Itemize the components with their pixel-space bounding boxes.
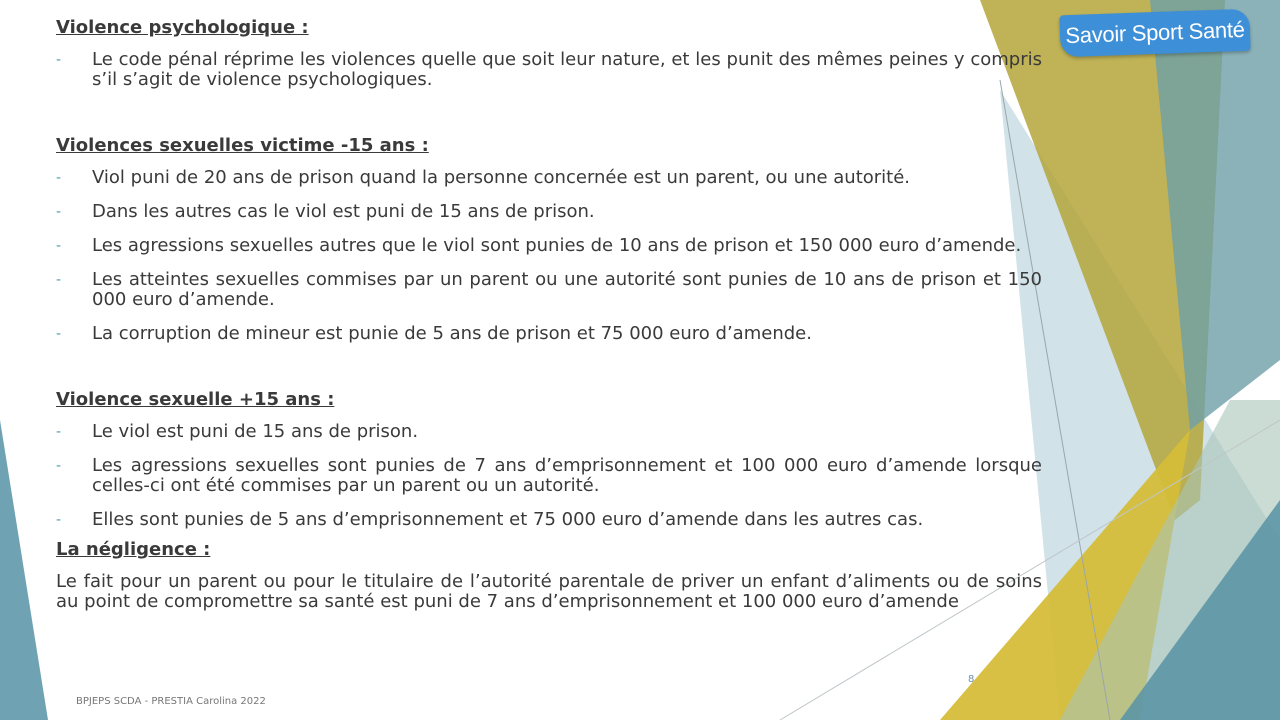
list-item bbox=[56, 50, 1042, 90]
item-text: Les agressions sexuelles autres que le viol sont punies de 10 ans de prison et 150 000 euro d’amende. bbox=[92, 235, 1022, 256]
list-item bbox=[56, 422, 1042, 442]
item-text: Viol puni de 20 ans de prison quand la personne concernée est un parent, ou une autorité. bbox=[92, 167, 911, 188]
bullet-dash: - bbox=[56, 326, 62, 342]
item-text: Les atteintes sexuelles commises par un parent ou une autorité sont punies de 10 ans de prison et 150 000 euro d’amende. bbox=[92, 269, 1042, 310]
item-text: Le viol est puni de 15 ans de prison. bbox=[92, 421, 419, 442]
list-item bbox=[56, 510, 1042, 530]
footer-text: BPJEPS SCDA - PRESTIA Carolina 2022 bbox=[76, 696, 266, 707]
list-psychological bbox=[56, 50, 1042, 90]
bullet-dash: - bbox=[56, 52, 62, 68]
bullet-dash: - bbox=[56, 170, 62, 186]
brand-logo: Savoir Sport Santé bbox=[1059, 9, 1250, 58]
page-number: 8 bbox=[968, 674, 975, 685]
bullet-dash: - bbox=[56, 204, 62, 220]
bullet-dash: - bbox=[56, 458, 62, 474]
neglect-paragraph: Le fait pour un parent ou pour le titulaire de l’autorité parentale de priver un enfant d’aliments ou de soins au point de compromettre sa santé est puni de 7 ans d’emprisonnement et 100 000 euro d’amende bbox=[56, 571, 1042, 612]
bullet-dash: - bbox=[56, 512, 62, 528]
item-text: Le code pénal réprime les violences quelle que soit leur nature, et les punit des mêmes peines y compris s’il s’agit de violence psychologiques. bbox=[92, 49, 1042, 90]
slide-content bbox=[56, 16, 1042, 612]
bullet-dash: - bbox=[56, 238, 62, 254]
list-over15 bbox=[56, 422, 1042, 530]
list-item bbox=[56, 456, 1042, 496]
heading-neglect: La négligence : bbox=[56, 539, 211, 560]
item-text: Elles sont punies de 5 ans d’emprisonnement et 75 000 euro d’amende dans les autres cas. bbox=[92, 509, 924, 530]
item-text: La corruption de mineur est punie de 5 ans de prison et 75 000 euro d’amende. bbox=[92, 323, 812, 344]
left-teal-shape bbox=[0, 420, 48, 720]
heading-over15: Violence sexuelle +15 ans : bbox=[56, 389, 335, 410]
item-text: Les agressions sexuelles sont punies de 7 ans d’emprisonnement et 100 000 euro d’amende lorsque celles-ci ont été commises par un parent ou un autorité. bbox=[92, 455, 1042, 496]
heading-psychological: Violence psychologique : bbox=[56, 17, 309, 38]
list-under15 bbox=[56, 168, 1042, 344]
bullet-dash: - bbox=[56, 424, 62, 440]
list-item bbox=[56, 270, 1042, 310]
bullet-dash: - bbox=[56, 272, 62, 288]
list-item bbox=[56, 202, 1042, 222]
item-text: Dans les autres cas le viol est puni de 15 ans de prison. bbox=[92, 201, 595, 222]
heading-under15: Violences sexuelles victime -15 ans : bbox=[56, 135, 429, 156]
list-item bbox=[56, 324, 1042, 344]
list-item bbox=[56, 168, 1042, 188]
list-item bbox=[56, 236, 1042, 256]
